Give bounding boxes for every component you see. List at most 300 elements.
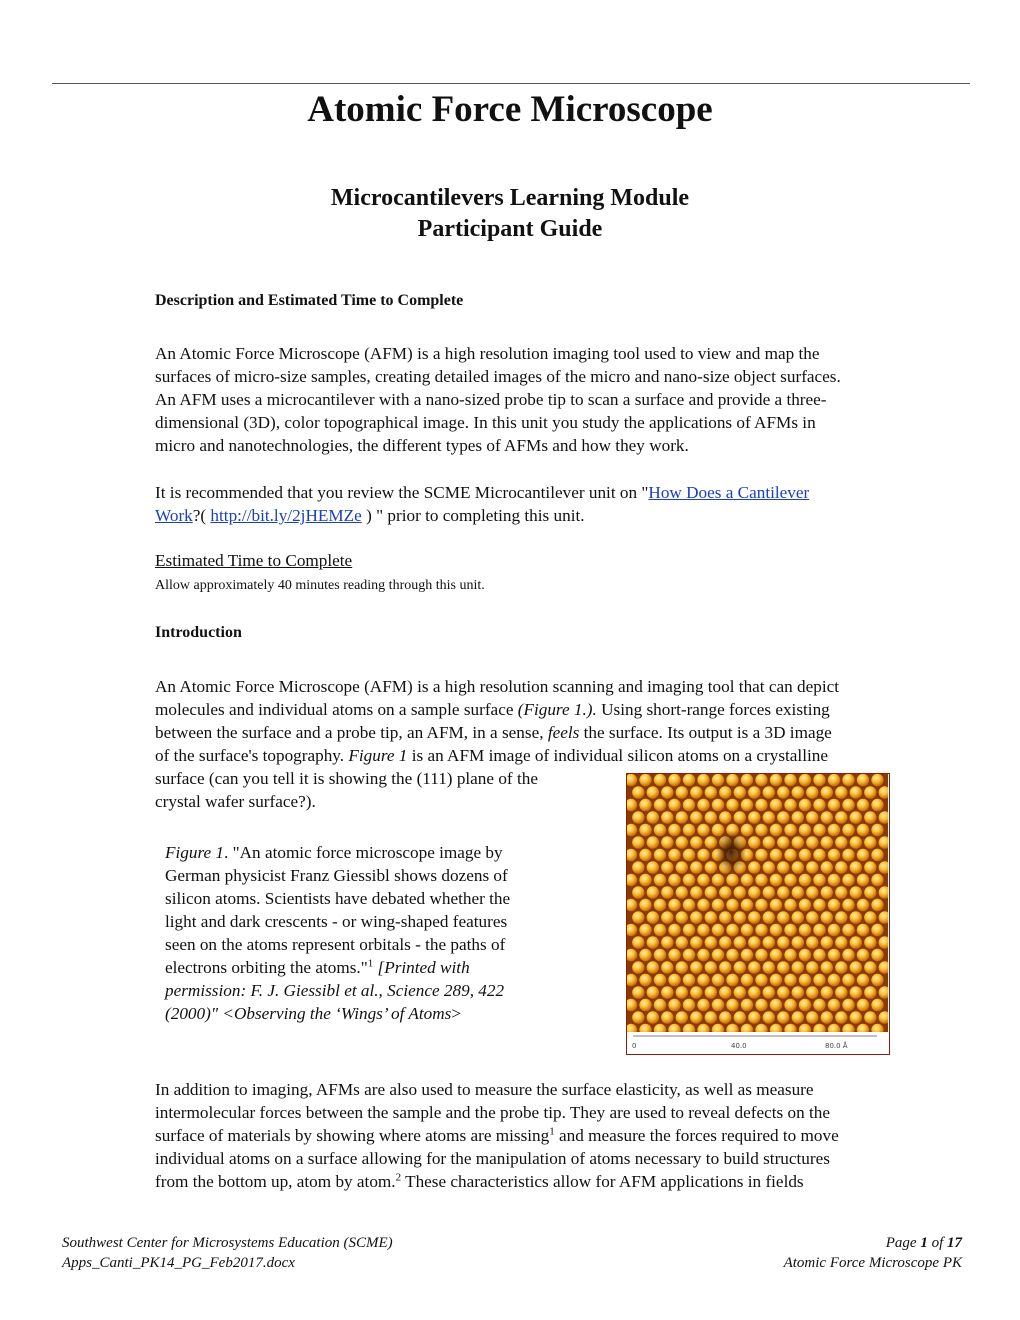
intro-line: An Atomic Force Microscope (AFM) is a high resolution scanning and imaging tool that can depict	[155, 677, 840, 696]
atom-dot	[770, 799, 782, 811]
atom-dot	[864, 861, 876, 873]
atom-dot	[690, 961, 702, 973]
atom-dot	[784, 849, 796, 861]
atom-dot	[770, 849, 782, 861]
atom-dot	[755, 774, 767, 786]
atom-dot	[712, 974, 724, 986]
atom-dot	[770, 874, 782, 886]
atom-dot	[821, 886, 833, 898]
applications-paragraph	[155, 1078, 965, 1193]
atom-dot	[770, 899, 782, 911]
atom-dot	[777, 811, 789, 823]
atom-dot	[705, 911, 717, 923]
atom-dot	[726, 874, 738, 886]
atom-dot	[871, 999, 883, 1011]
atom-dot	[632, 861, 644, 873]
atom-dot	[835, 811, 847, 823]
caption-line: German physicist Franz Giessibl shows dozens of	[165, 866, 508, 885]
intro-line: between the surface and a probe tip, an AFM, in a sense, feels the surface. Its output is a 3D image	[155, 723, 832, 742]
atom-dot	[734, 1011, 746, 1023]
description-line: micro and nanotechnologies, the different types of AFMs and how they work.	[155, 436, 689, 455]
atom-dot	[792, 911, 804, 923]
atom-dot	[632, 786, 644, 798]
caption-line: . "An atomic force microscope image by	[224, 843, 503, 862]
atom-dot	[806, 986, 818, 998]
intro-line: crystal wafer surface?).	[155, 792, 316, 811]
atom-dot	[813, 949, 825, 961]
description-line: An AFM uses a microcantilever with a nano-sized probe tip to scan a surface and provide a three-	[155, 390, 827, 409]
atom-dot	[842, 949, 854, 961]
atom-dot	[850, 786, 862, 798]
caption-line: light and dark crescents - or wing-shaped features	[165, 912, 508, 931]
atom-dot	[690, 986, 702, 998]
atom-dot	[726, 774, 738, 786]
description-paragraph	[155, 342, 965, 457]
atom-dot	[828, 799, 840, 811]
atom-dot	[690, 811, 702, 823]
atom-dot	[697, 849, 709, 861]
atom-dot	[683, 924, 695, 936]
atom-dot	[690, 936, 702, 948]
atom-dot	[770, 774, 782, 786]
applications-line: intermolecular forces between the sample and the probe tip. They are used to reveal defects on the	[155, 1103, 830, 1122]
credit-source: Observing the ‘Wings’ of Atoms	[233, 1004, 452, 1023]
atom-dot	[719, 936, 731, 948]
atom-dot	[864, 936, 876, 948]
atom-dot	[726, 899, 738, 911]
atom-dot	[784, 824, 796, 836]
scale-label: 40.0	[731, 1042, 747, 1050]
atom-dot	[632, 911, 644, 923]
atom-dot	[842, 874, 854, 886]
atom-dot	[661, 836, 673, 848]
atom-dot	[763, 836, 775, 848]
figure-ref: Figure 1	[348, 746, 408, 765]
atom-dot	[741, 949, 753, 961]
atom-dot	[647, 986, 659, 998]
atom-dot	[864, 911, 876, 923]
atom-dot	[871, 899, 883, 911]
atom-dot	[734, 961, 746, 973]
caption-line: silicon atoms. Scientists have debated whether the	[165, 889, 511, 908]
atom-dot	[647, 861, 659, 873]
atom-dot	[871, 799, 883, 811]
atom-dot	[806, 911, 818, 923]
atom-dot	[821, 786, 833, 798]
atom-dot	[763, 786, 775, 798]
atom-dot	[799, 899, 811, 911]
atom-dot	[792, 836, 804, 848]
atom-dot	[668, 849, 680, 861]
atom-dot	[726, 999, 738, 1011]
footer-line-2	[62, 1255, 962, 1272]
atom-dot	[799, 974, 811, 986]
atom-dot	[639, 999, 651, 1011]
atom-dot	[726, 974, 738, 986]
atom-dot	[850, 961, 862, 973]
scale-label: 0	[632, 1042, 637, 1050]
atom-dot	[654, 999, 666, 1011]
atom-dot	[719, 911, 731, 923]
intro-line: molecules and individual atoms on a sample surface (Figure 1.). Using short-range forces existing	[155, 700, 830, 719]
atom-dot	[777, 936, 789, 948]
atom-dot	[806, 1011, 818, 1023]
atom-dot	[683, 999, 695, 1011]
atom-dot	[676, 861, 688, 873]
atom-dot	[748, 986, 760, 998]
atom-dot	[683, 949, 695, 961]
atom-dot	[697, 799, 709, 811]
atom-dot	[661, 886, 673, 898]
atom-dot	[864, 811, 876, 823]
atom-dot	[705, 886, 717, 898]
atom-dot	[835, 861, 847, 873]
atom-dot	[748, 861, 760, 873]
applications-line: from the bottom up, atom by atom.$^2$ These characteristics allow for AFM applications in fields	[155, 1171, 804, 1191]
atom-dot	[871, 974, 883, 986]
atom-dot	[748, 886, 760, 898]
atom-dot	[806, 936, 818, 948]
atom-dot	[799, 849, 811, 861]
atom-dot	[755, 999, 767, 1011]
atom-dot	[668, 824, 680, 836]
atom-dot	[871, 949, 883, 961]
atom-dot	[683, 874, 695, 886]
atom-dot	[661, 1011, 673, 1023]
atom-dot	[697, 999, 709, 1011]
atom-dot	[647, 911, 659, 923]
recommend-text: ?(	[192, 506, 211, 525]
description-heading: Description and Estimated Time to Complete	[155, 292, 464, 309]
atom-dot	[668, 899, 680, 911]
silicon-atoms-image	[627, 774, 888, 1053]
intro-line: of the surface's topography. Figure 1 is an AFM image of individual silicon atoms on a crystalline	[155, 746, 828, 765]
atom-dot	[835, 961, 847, 973]
atom-dot	[828, 849, 840, 861]
atom-dot	[690, 1011, 702, 1023]
atom-dot	[668, 774, 680, 786]
atom-dot	[661, 786, 673, 798]
atom-dot	[741, 899, 753, 911]
atom-dot	[792, 886, 804, 898]
atom-dot	[799, 999, 811, 1011]
figure-1-afm-image	[626, 773, 890, 1055]
atom-dot	[661, 961, 673, 973]
atom-dot	[719, 986, 731, 998]
atom-dot	[813, 849, 825, 861]
atom-dot	[799, 824, 811, 836]
atom-dot	[857, 799, 869, 811]
atom-dot	[697, 774, 709, 786]
atom-dot	[683, 899, 695, 911]
atom-dot	[654, 949, 666, 961]
atom-dot	[784, 874, 796, 886]
atom-dot	[799, 874, 811, 886]
atom-dot	[842, 849, 854, 861]
atom-dot	[726, 924, 738, 936]
atom-dot	[806, 836, 818, 848]
atom-dot	[857, 774, 869, 786]
emphasis-feels: feels	[547, 723, 580, 742]
atom-dot	[661, 861, 673, 873]
atom-dot	[705, 936, 717, 948]
atom-dot	[705, 961, 717, 973]
atom-dot	[864, 886, 876, 898]
applications-line: In addition to imaging, AFMs are also used to measure the surface elasticity, as well as measure	[155, 1080, 814, 1099]
atom-dot	[806, 811, 818, 823]
atom-dot	[639, 774, 651, 786]
atom-dot	[741, 924, 753, 936]
atom-dot	[864, 961, 876, 973]
atom-dot	[850, 986, 862, 998]
atom-dot	[661, 936, 673, 948]
atom-dot	[719, 886, 731, 898]
atom-dot	[676, 811, 688, 823]
atom-dot	[821, 961, 833, 973]
atom-dot	[842, 924, 854, 936]
atom-dot	[632, 961, 644, 973]
cantilever-url-link[interactable]: http://bit.ly/2jHEMZe	[210, 506, 362, 525]
atom-dot	[668, 949, 680, 961]
atom-dot	[777, 836, 789, 848]
atom-dot	[654, 899, 666, 911]
atom-dot	[755, 974, 767, 986]
atom-dot	[770, 924, 782, 936]
atom-dot	[821, 811, 833, 823]
atom-dot	[871, 774, 883, 786]
atom-dot	[639, 899, 651, 911]
atom-dot	[763, 811, 775, 823]
atom-dot	[770, 824, 782, 836]
applications-line: individual atoms on a surface allowing for the manipulation of atoms necessary to build structures	[155, 1149, 830, 1168]
atom-dot	[784, 974, 796, 986]
atom-dot	[806, 861, 818, 873]
atom-dot	[647, 836, 659, 848]
atom-dot	[690, 836, 702, 848]
atom-dot	[734, 911, 746, 923]
document-subtitle	[0, 183, 1020, 245]
atom-dot	[712, 799, 724, 811]
atom-dot	[792, 1011, 804, 1023]
description-line: surfaces of micro-size samples, creating detailed images of the micro and nano-size object surfaces.	[155, 367, 841, 386]
atom-dot	[654, 974, 666, 986]
footnote-ref: 1	[549, 1125, 555, 1138]
atom-dot	[654, 824, 666, 836]
atom-dot	[857, 874, 869, 886]
atom-dot	[755, 924, 767, 936]
atom-dot	[857, 849, 869, 861]
atom-dot	[784, 999, 796, 1011]
cantilever-unit-link-cont[interactable]: Work	[155, 506, 193, 525]
atom-dot	[676, 961, 688, 973]
atom-dot	[741, 874, 753, 886]
credit-line: >	[451, 1004, 462, 1023]
atom-dot	[850, 1011, 862, 1023]
atom-dot	[857, 824, 869, 836]
atom-dot	[639, 974, 651, 986]
atom-dot	[654, 924, 666, 936]
atom-dot	[864, 986, 876, 998]
atom-dot	[668, 799, 680, 811]
atom-dot	[828, 924, 840, 936]
atom-dot	[676, 911, 688, 923]
atom-dot	[726, 949, 738, 961]
atom-dot	[857, 949, 869, 961]
atom-dot	[784, 899, 796, 911]
atom-dot	[632, 811, 644, 823]
atom-dot	[763, 961, 775, 973]
atom-dot	[828, 999, 840, 1011]
atom-dot	[647, 936, 659, 948]
atom-dot	[770, 974, 782, 986]
atom-dot	[850, 861, 862, 873]
atom-dot	[799, 799, 811, 811]
atom-dot	[850, 886, 862, 898]
atom-dot	[734, 786, 746, 798]
atom-dot	[719, 786, 731, 798]
atom-dot	[842, 824, 854, 836]
atom-dot	[813, 824, 825, 836]
atom-dot	[864, 836, 876, 848]
atom-dot	[683, 774, 695, 786]
recommend-text: It is recommended that you review the SCME Microcantilever unit on "	[155, 483, 649, 502]
atom-dot	[741, 974, 753, 986]
atom-dot	[632, 986, 644, 998]
atom-dot	[690, 861, 702, 873]
atom-dot	[668, 874, 680, 886]
atom-dot	[676, 986, 688, 998]
atom-dot	[828, 974, 840, 986]
atom-dot	[850, 811, 862, 823]
atom-dot	[864, 786, 876, 798]
caption-line: seen on the atoms represent orbitals - the paths of	[165, 935, 506, 954]
atom-dot	[813, 924, 825, 936]
credit-line: (2000)" <	[165, 1004, 234, 1023]
atom-dot	[835, 936, 847, 948]
atom-dot	[792, 936, 804, 948]
introduction-heading: Introduction	[155, 624, 242, 641]
atom-dot	[676, 1011, 688, 1023]
atom-dot	[835, 836, 847, 848]
atom-dot	[705, 836, 717, 848]
atom-dot	[748, 961, 760, 973]
atom-dot	[777, 786, 789, 798]
atom-dot	[821, 936, 833, 948]
footer-filename: Apps_Canti_PK14_PG_Feb2017.docx	[62, 1255, 295, 1271]
atom-dot	[784, 774, 796, 786]
atom-dot	[835, 911, 847, 923]
atom-dot	[763, 911, 775, 923]
atom-dot	[690, 786, 702, 798]
atom-dot	[763, 986, 775, 998]
atom-dot	[748, 811, 760, 823]
footnote-ref: 2	[395, 1171, 402, 1184]
atom-dot	[813, 774, 825, 786]
atom-dot	[676, 786, 688, 798]
subtitle-line-1: Microcantilevers Learning Module	[330, 185, 690, 211]
atom-dot	[654, 799, 666, 811]
description-line: An Atomic Force Microscope (AFM) is a high resolution imaging tool used to view and map the	[155, 344, 820, 363]
atom-dot	[705, 1011, 717, 1023]
atom-dot	[748, 836, 760, 848]
atom-dot	[777, 1011, 789, 1023]
subtitle-line-2: Participant Guide	[417, 216, 603, 242]
atom-dot	[755, 899, 767, 911]
atom-dot	[842, 774, 854, 786]
atom-dot	[632, 936, 644, 948]
atom-dot	[705, 861, 717, 873]
atom-dot	[654, 849, 666, 861]
atom-dot	[784, 924, 796, 936]
atom-dot	[871, 849, 883, 861]
applications-line: surface of materials by showing where atoms are missing$^1$ and measure the forces required to move	[155, 1125, 839, 1145]
atom-dot	[639, 824, 651, 836]
atom-dot	[835, 886, 847, 898]
atom-dot	[647, 786, 659, 798]
atom-dot	[821, 986, 833, 998]
atom-dot	[748, 936, 760, 948]
atom-dot	[821, 836, 833, 848]
atom-dot	[806, 961, 818, 973]
atom-dot	[842, 974, 854, 986]
atom-dot	[697, 874, 709, 886]
atom-dot	[850, 936, 862, 948]
atom-dot	[712, 874, 724, 886]
atom-dot	[697, 824, 709, 836]
atom-dot	[654, 774, 666, 786]
atom-dot	[705, 986, 717, 998]
atom-dot	[763, 886, 775, 898]
document-title: Atomic Force Microscope	[307, 89, 713, 130]
atom-dot	[763, 861, 775, 873]
atom-dot	[857, 899, 869, 911]
atom-dot	[799, 924, 811, 936]
header-rule	[52, 83, 970, 84]
atom-dot	[857, 999, 869, 1011]
atom-dot	[676, 936, 688, 948]
atom-dot	[661, 811, 673, 823]
atom-dot	[639, 874, 651, 886]
atom-dot	[821, 911, 833, 923]
atom-dot	[712, 999, 724, 1011]
atom-dot	[647, 961, 659, 973]
atom-dot	[850, 911, 862, 923]
atom-dot	[777, 986, 789, 998]
atom-dot	[683, 974, 695, 986]
description-line: dimensional (3D), color topographical image. In this unit you study the applications of AFMs in	[155, 413, 816, 432]
atom-dot	[632, 836, 644, 848]
atom-dot	[755, 799, 767, 811]
atom-dot	[813, 899, 825, 911]
cantilever-unit-link[interactable]: How Does a Cantilever	[648, 483, 810, 502]
atom-dot	[712, 924, 724, 936]
footer-doc-title: Atomic Force Microscope PK	[783, 1255, 962, 1271]
footer-line-1	[62, 1235, 962, 1252]
atom-dot	[661, 911, 673, 923]
atom-dot	[705, 811, 717, 823]
atom-dot	[857, 924, 869, 936]
atom-dot	[726, 799, 738, 811]
atom-dot	[835, 986, 847, 998]
atom-dot	[690, 886, 702, 898]
atom-dot	[777, 961, 789, 973]
atom-dot	[632, 1011, 644, 1023]
atom-dot	[777, 861, 789, 873]
atom-dot	[792, 986, 804, 998]
atom-dot	[770, 949, 782, 961]
atom-dot	[741, 999, 753, 1011]
atom-dot	[668, 999, 680, 1011]
